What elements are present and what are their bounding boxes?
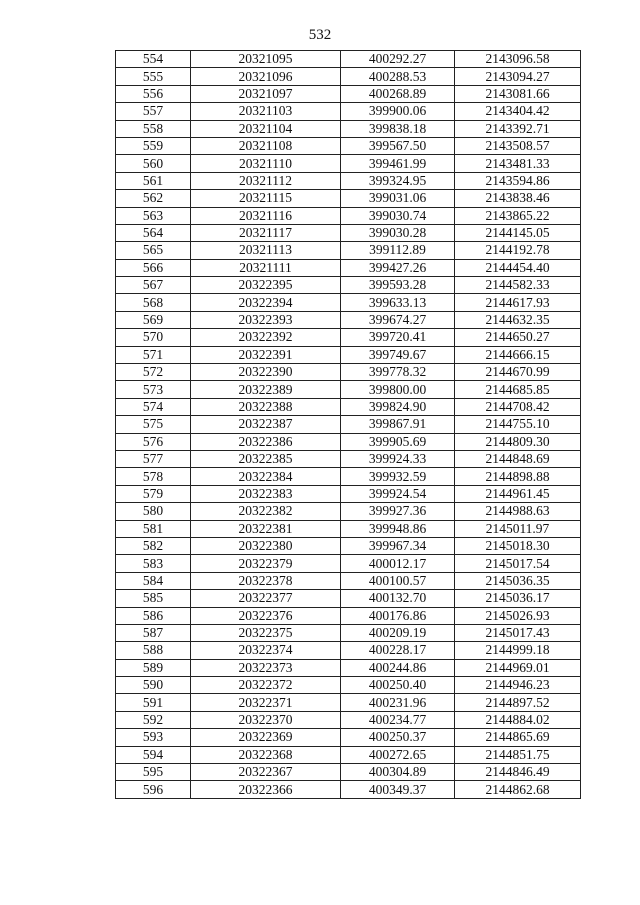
row-index-cell: 558: [116, 120, 191, 137]
y-coordinate-cell: 2145026.93: [455, 607, 581, 624]
point-id-cell: 20321110: [191, 155, 341, 172]
x-coordinate-cell: 400234.77: [341, 711, 455, 728]
point-id-cell: 20322368: [191, 746, 341, 763]
y-coordinate-cell: 2144755.10: [455, 416, 581, 433]
point-id-cell: 20322382: [191, 503, 341, 520]
row-index-cell: 595: [116, 764, 191, 781]
table-row: [116, 624, 581, 641]
x-coordinate-cell: 400209.19: [341, 624, 455, 641]
y-coordinate-cell: 2143081.66: [455, 85, 581, 102]
table-row: [116, 764, 581, 781]
table-row: [116, 503, 581, 520]
table-row: [116, 642, 581, 659]
table-row: [116, 172, 581, 189]
row-index-cell: 587: [116, 624, 191, 641]
table-row: [116, 468, 581, 485]
point-id-cell: 20322370: [191, 711, 341, 728]
row-index-cell: 556: [116, 85, 191, 102]
x-coordinate-cell: 400304.89: [341, 764, 455, 781]
y-coordinate-cell: 2144946.23: [455, 677, 581, 694]
y-coordinate-cell: 2144884.02: [455, 711, 581, 728]
x-coordinate-cell: 400268.89: [341, 85, 455, 102]
x-coordinate-cell: 400288.53: [341, 68, 455, 85]
row-index-cell: 568: [116, 294, 191, 311]
row-index-cell: 581: [116, 520, 191, 537]
point-id-cell: 20321112: [191, 172, 341, 189]
point-id-cell: 20322376: [191, 607, 341, 624]
point-id-cell: 20322391: [191, 346, 341, 363]
y-coordinate-cell: 2144666.15: [455, 346, 581, 363]
x-coordinate-cell: 399867.91: [341, 416, 455, 433]
x-coordinate-cell: 399948.86: [341, 520, 455, 537]
y-coordinate-cell: 2144192.78: [455, 242, 581, 259]
y-coordinate-cell: 2143865.22: [455, 207, 581, 224]
table-row: [116, 224, 581, 241]
point-id-cell: 20322388: [191, 398, 341, 415]
point-id-cell: 20322366: [191, 781, 341, 798]
y-coordinate-cell: 2143392.71: [455, 120, 581, 137]
row-index-cell: 573: [116, 381, 191, 398]
y-coordinate-cell: 2144851.75: [455, 746, 581, 763]
x-coordinate-cell: 399749.67: [341, 346, 455, 363]
point-id-cell: 20322383: [191, 485, 341, 502]
row-index-cell: 591: [116, 694, 191, 711]
row-index-cell: 571: [116, 346, 191, 363]
table-row: [116, 450, 581, 467]
table-row: [116, 259, 581, 276]
table-row: [116, 381, 581, 398]
table-row: [116, 711, 581, 728]
point-id-cell: 20321103: [191, 103, 341, 120]
x-coordinate-cell: 399932.59: [341, 468, 455, 485]
x-coordinate-cell: 399924.33: [341, 450, 455, 467]
y-coordinate-cell: 2144848.69: [455, 450, 581, 467]
row-index-cell: 559: [116, 137, 191, 154]
table-row: [116, 746, 581, 763]
y-coordinate-cell: 2145036.35: [455, 572, 581, 589]
table-row: [116, 68, 581, 85]
x-coordinate-cell: 400100.57: [341, 572, 455, 589]
row-index-cell: 557: [116, 103, 191, 120]
x-coordinate-cell: 400012.17: [341, 555, 455, 572]
row-index-cell: 562: [116, 190, 191, 207]
table-row: [116, 277, 581, 294]
row-index-cell: 570: [116, 329, 191, 346]
y-coordinate-cell: 2144708.42: [455, 398, 581, 415]
y-coordinate-cell: 2143594.86: [455, 172, 581, 189]
y-coordinate-cell: 2144988.63: [455, 503, 581, 520]
point-id-cell: 20322377: [191, 590, 341, 607]
row-index-cell: 569: [116, 311, 191, 328]
table-row: [116, 85, 581, 102]
table-row: [116, 781, 581, 798]
point-id-cell: 20322390: [191, 364, 341, 381]
x-coordinate-cell: 399800.00: [341, 381, 455, 398]
y-coordinate-cell: 2143094.27: [455, 68, 581, 85]
row-index-cell: 561: [116, 172, 191, 189]
table-row: [116, 485, 581, 502]
row-index-cell: 582: [116, 537, 191, 554]
table-row: [116, 103, 581, 120]
table-row: [116, 294, 581, 311]
row-index-cell: 596: [116, 781, 191, 798]
point-id-cell: 20322371: [191, 694, 341, 711]
y-coordinate-cell: 2144617.93: [455, 294, 581, 311]
table-row: [116, 694, 581, 711]
point-id-cell: 20322395: [191, 277, 341, 294]
y-coordinate-cell: 2144865.69: [455, 729, 581, 746]
x-coordinate-cell: 399112.89: [341, 242, 455, 259]
row-index-cell: 578: [116, 468, 191, 485]
row-index-cell: 560: [116, 155, 191, 172]
point-id-cell: 20321097: [191, 85, 341, 102]
row-index-cell: 583: [116, 555, 191, 572]
row-index-cell: 554: [116, 51, 191, 68]
point-id-cell: 20322394: [191, 294, 341, 311]
row-index-cell: 574: [116, 398, 191, 415]
y-coordinate-cell: 2143838.46: [455, 190, 581, 207]
row-index-cell: 566: [116, 259, 191, 276]
row-index-cell: 589: [116, 659, 191, 676]
row-index-cell: 567: [116, 277, 191, 294]
point-id-cell: 20322385: [191, 450, 341, 467]
row-index-cell: 577: [116, 450, 191, 467]
x-coordinate-cell: 399461.99: [341, 155, 455, 172]
y-coordinate-cell: 2144670.99: [455, 364, 581, 381]
y-coordinate-cell: 2145036.17: [455, 590, 581, 607]
x-coordinate-cell: 399924.54: [341, 485, 455, 502]
y-coordinate-cell: 2143508.57: [455, 137, 581, 154]
x-coordinate-cell: 399427.26: [341, 259, 455, 276]
x-coordinate-cell: 399824.90: [341, 398, 455, 415]
y-coordinate-cell: 2144862.68: [455, 781, 581, 798]
y-coordinate-cell: 2144969.01: [455, 659, 581, 676]
y-coordinate-cell: 2144809.30: [455, 433, 581, 450]
table-row: [116, 677, 581, 694]
table-row: [116, 590, 581, 607]
coordinates-table-body: [116, 51, 581, 799]
row-index-cell: 565: [116, 242, 191, 259]
point-id-cell: 20321111: [191, 259, 341, 276]
y-coordinate-cell: 2145018.30: [455, 537, 581, 554]
row-index-cell: 588: [116, 642, 191, 659]
point-id-cell: 20322374: [191, 642, 341, 659]
x-coordinate-cell: 399030.74: [341, 207, 455, 224]
point-id-cell: 20322369: [191, 729, 341, 746]
y-coordinate-cell: 2144582.33: [455, 277, 581, 294]
table-row: [116, 537, 581, 554]
x-coordinate-cell: 399720.41: [341, 329, 455, 346]
table-row: [116, 398, 581, 415]
row-index-cell: 580: [116, 503, 191, 520]
point-id-cell: 20322375: [191, 624, 341, 641]
y-coordinate-cell: 2143404.42: [455, 103, 581, 120]
point-id-cell: 20322386: [191, 433, 341, 450]
x-coordinate-cell: 399905.69: [341, 433, 455, 450]
point-id-cell: 20322393: [191, 311, 341, 328]
x-coordinate-cell: 400176.86: [341, 607, 455, 624]
row-index-cell: 575: [116, 416, 191, 433]
table-row: [116, 520, 581, 537]
row-index-cell: 590: [116, 677, 191, 694]
row-index-cell: 555: [116, 68, 191, 85]
x-coordinate-cell: 399927.36: [341, 503, 455, 520]
y-coordinate-cell: 2143096.58: [455, 51, 581, 68]
point-id-cell: 20322372: [191, 677, 341, 694]
x-coordinate-cell: 399031.06: [341, 190, 455, 207]
table-row: [116, 572, 581, 589]
point-id-cell: 20321096: [191, 68, 341, 85]
row-index-cell: 563: [116, 207, 191, 224]
y-coordinate-cell: 2144632.35: [455, 311, 581, 328]
point-id-cell: 20322384: [191, 468, 341, 485]
x-coordinate-cell: 399593.28: [341, 277, 455, 294]
table-row: [116, 120, 581, 137]
row-index-cell: 579: [116, 485, 191, 502]
y-coordinate-cell: 2144145.05: [455, 224, 581, 241]
point-id-cell: 20321108: [191, 137, 341, 154]
x-coordinate-cell: 400250.37: [341, 729, 455, 746]
table-row: [116, 433, 581, 450]
row-index-cell: 585: [116, 590, 191, 607]
x-coordinate-cell: 400132.70: [341, 590, 455, 607]
table-row: [116, 364, 581, 381]
x-coordinate-cell: 400231.96: [341, 694, 455, 711]
point-id-cell: 20322378: [191, 572, 341, 589]
table-row: [116, 155, 581, 172]
table-row: [116, 607, 581, 624]
x-coordinate-cell: 400244.86: [341, 659, 455, 676]
table-row: [116, 242, 581, 259]
row-index-cell: 593: [116, 729, 191, 746]
x-coordinate-cell: 399324.95: [341, 172, 455, 189]
table-row: [116, 729, 581, 746]
y-coordinate-cell: 2144999.18: [455, 642, 581, 659]
table-row: [116, 51, 581, 68]
row-index-cell: 572: [116, 364, 191, 381]
y-coordinate-cell: 2144961.45: [455, 485, 581, 502]
y-coordinate-cell: 2144897.52: [455, 694, 581, 711]
y-coordinate-cell: 2144898.88: [455, 468, 581, 485]
point-id-cell: 20321116: [191, 207, 341, 224]
point-id-cell: 20321095: [191, 51, 341, 68]
point-id-cell: 20322392: [191, 329, 341, 346]
x-coordinate-cell: 400272.65: [341, 746, 455, 763]
table-row: [116, 207, 581, 224]
point-id-cell: 20321115: [191, 190, 341, 207]
x-coordinate-cell: 399838.18: [341, 120, 455, 137]
y-coordinate-cell: 2145017.54: [455, 555, 581, 572]
point-id-cell: 20322381: [191, 520, 341, 537]
x-coordinate-cell: 399900.06: [341, 103, 455, 120]
row-index-cell: 594: [116, 746, 191, 763]
row-index-cell: 576: [116, 433, 191, 450]
table-row: [116, 311, 581, 328]
x-coordinate-cell: 400250.40: [341, 677, 455, 694]
point-id-cell: 20321117: [191, 224, 341, 241]
y-coordinate-cell: 2144846.49: [455, 764, 581, 781]
y-coordinate-cell: 2144685.85: [455, 381, 581, 398]
x-coordinate-cell: 399030.28: [341, 224, 455, 241]
x-coordinate-cell: 400228.17: [341, 642, 455, 659]
point-id-cell: 20322367: [191, 764, 341, 781]
table-row: [116, 190, 581, 207]
row-index-cell: 564: [116, 224, 191, 241]
point-id-cell: 20322379: [191, 555, 341, 572]
x-coordinate-cell: 399967.34: [341, 537, 455, 554]
table-row: [116, 329, 581, 346]
coordinates-table: [115, 50, 581, 799]
table-row: [116, 346, 581, 363]
table-row: [116, 416, 581, 433]
x-coordinate-cell: 400349.37: [341, 781, 455, 798]
x-coordinate-cell: 399674.27: [341, 311, 455, 328]
table-row: [116, 555, 581, 572]
row-index-cell: 584: [116, 572, 191, 589]
point-id-cell: 20321104: [191, 120, 341, 137]
x-coordinate-cell: 399778.32: [341, 364, 455, 381]
row-index-cell: 586: [116, 607, 191, 624]
x-coordinate-cell: 399633.13: [341, 294, 455, 311]
point-id-cell: 20322389: [191, 381, 341, 398]
y-coordinate-cell: 2143481.33: [455, 155, 581, 172]
y-coordinate-cell: 2144454.40: [455, 259, 581, 276]
row-index-cell: 592: [116, 711, 191, 728]
x-coordinate-cell: 400292.27: [341, 51, 455, 68]
table-row: [116, 659, 581, 676]
y-coordinate-cell: 2145017.43: [455, 624, 581, 641]
point-id-cell: 20321113: [191, 242, 341, 259]
page-number: 532: [308, 27, 332, 43]
table-row: [116, 137, 581, 154]
y-coordinate-cell: 2144650.27: [455, 329, 581, 346]
point-id-cell: 20322373: [191, 659, 341, 676]
x-coordinate-cell: 399567.50: [341, 137, 455, 154]
point-id-cell: 20322387: [191, 416, 341, 433]
y-coordinate-cell: 2145011.97: [455, 520, 581, 537]
point-id-cell: 20322380: [191, 537, 341, 554]
